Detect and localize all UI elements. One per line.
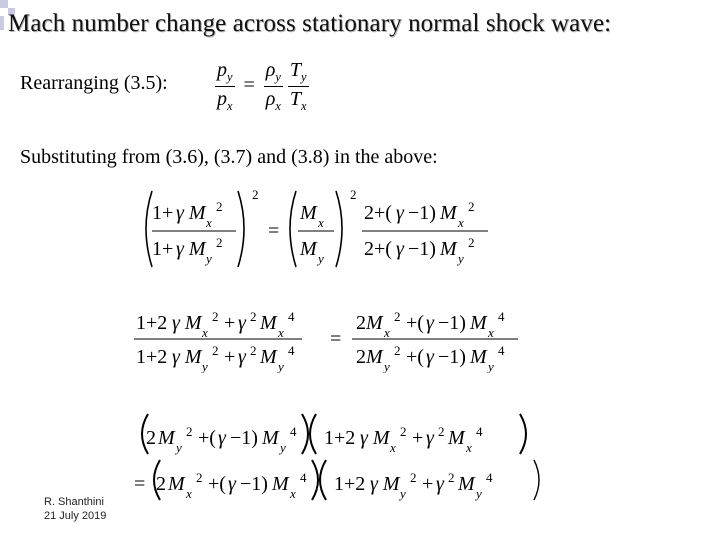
svg-text:2: 2 — [216, 199, 223, 214]
svg-text:M: M — [366, 346, 383, 368]
svg-text:4: 4 — [290, 424, 297, 439]
svg-text:2: 2 — [400, 424, 407, 439]
svg-text:2: 2 — [250, 343, 257, 358]
svg-text:γ M: γ M — [172, 346, 202, 368]
svg-text:+(: +( — [198, 427, 216, 449]
svg-text:2: 2 — [394, 309, 401, 324]
svg-text:2: 2 — [146, 427, 156, 449]
svg-text:M: M — [262, 427, 279, 449]
svg-text:=: = — [330, 328, 342, 350]
svg-text:+(: +( — [406, 312, 424, 334]
svg-text:y: y — [400, 486, 406, 501]
svg-text:2: 2 — [438, 424, 445, 439]
svg-text:M: M — [366, 312, 383, 334]
svg-text:γ M: γ M — [176, 202, 206, 224]
svg-text:−1): −1) — [438, 346, 466, 368]
svg-text:2: 2 — [156, 473, 166, 495]
equation-pressure-ratio: $\frac{p_y}{p_x}$ = $\frac{\rho_y}{\rho_x}$ $\frac{T_y}{T_x}$ — [217, 59, 307, 113]
svg-text:γ: γ — [396, 238, 404, 260]
svg-text:M: M — [448, 427, 465, 449]
svg-text:M: M — [260, 346, 277, 368]
svg-text:2: 2 — [216, 235, 223, 250]
equation-cross-multiplied — [134, 410, 546, 504]
svg-text:+(: +( — [406, 346, 424, 368]
svg-text:2: 2 — [356, 346, 366, 368]
svg-text:+: + — [422, 473, 434, 495]
svg-text:M: M — [300, 202, 317, 224]
svg-text:γ: γ — [218, 427, 226, 449]
slide-date: 21 July 2019 — [44, 510, 107, 522]
svg-text:1+2: 1+2 — [136, 312, 168, 334]
svg-text:−1): −1) — [438, 312, 466, 334]
svg-text:γ: γ — [436, 473, 444, 495]
svg-text:y: y — [458, 251, 464, 266]
svg-text:2: 2 — [186, 424, 193, 439]
svg-text:2: 2 — [196, 470, 203, 485]
svg-text:x: x — [202, 325, 208, 340]
svg-text:2: 2 — [468, 235, 475, 250]
svg-text:y: y — [476, 486, 482, 501]
svg-text:1+2: 1+2 — [334, 473, 366, 495]
svg-text:4: 4 — [476, 424, 483, 439]
svg-text:y: y — [488, 359, 494, 373]
svg-text:4: 4 — [498, 309, 505, 324]
svg-text:γ: γ — [396, 202, 404, 224]
substituting-line: Substituting from (3.6), (3.7) and (3.8) in the above: — [20, 146, 438, 168]
svg-text:γ: γ — [426, 312, 434, 334]
svg-text:4: 4 — [486, 470, 493, 485]
svg-text:y: y — [176, 440, 182, 455]
svg-text:γ: γ — [238, 312, 246, 334]
svg-text:1+2: 1+2 — [324, 427, 356, 449]
svg-text:M: M — [470, 312, 487, 334]
svg-text:x: x — [458, 215, 464, 230]
svg-text:−1): −1) — [408, 202, 436, 224]
equation-expanded-ratio — [134, 303, 534, 373]
svg-text:y: y — [206, 251, 212, 266]
svg-text:M: M — [470, 346, 487, 368]
svg-text:1+: 1+ — [152, 238, 174, 260]
svg-text:2: 2 — [212, 309, 219, 324]
svg-text:M: M — [440, 238, 457, 260]
svg-text:−1): −1) — [240, 473, 268, 495]
fraction-py-px: $\frac{p_y}{p_x}$ — [217, 59, 233, 113]
svg-text:x: x — [488, 325, 494, 340]
svg-text:4: 4 — [498, 343, 505, 358]
svg-text:x: x — [290, 486, 296, 501]
svg-text:2: 2 — [410, 470, 417, 485]
svg-text:M: M — [458, 473, 475, 495]
svg-text:2: 2 — [212, 343, 219, 358]
svg-text:γ: γ — [228, 473, 236, 495]
svg-text:2: 2 — [448, 470, 455, 485]
svg-text:x: x — [186, 486, 192, 501]
svg-text:x: x — [466, 440, 472, 455]
svg-text:=: = — [268, 220, 280, 242]
svg-text:2+(: 2+( — [364, 238, 392, 260]
svg-text:=: = — [134, 473, 146, 495]
slide-footer — [44, 495, 106, 523]
svg-text:x: x — [206, 215, 212, 230]
svg-text:γ: γ — [426, 427, 434, 449]
svg-text:2+(: 2+( — [364, 202, 392, 224]
svg-text:x: x — [390, 440, 396, 455]
fraction-ty-tx: $\frac{T_y}{T_x}$ — [289, 59, 307, 113]
svg-text:4: 4 — [288, 343, 295, 358]
svg-text:+: + — [412, 427, 424, 449]
svg-text:x: x — [318, 215, 324, 230]
svg-text:−1): −1) — [408, 238, 436, 260]
svg-text:y: y — [280, 440, 286, 455]
svg-text:M: M — [158, 427, 175, 449]
svg-text:M: M — [272, 473, 289, 495]
svg-text:γ M: γ M — [370, 473, 400, 495]
svg-text:γ M: γ M — [176, 238, 206, 260]
rearranging-line — [20, 72, 168, 95]
svg-text:+: + — [224, 346, 236, 368]
svg-text:γ M: γ M — [172, 312, 202, 334]
fraction-rhoy-rhox: $\frac{\rho_y}{\rho_x}$ — [265, 59, 281, 113]
svg-text:y: y — [384, 359, 390, 373]
author-name: R. Shanthini — [44, 496, 104, 508]
svg-text:−1): −1) — [230, 427, 258, 449]
svg-text:2: 2 — [250, 309, 257, 324]
equation-mach-squared-ratio — [138, 183, 508, 273]
svg-text:4: 4 — [300, 470, 307, 485]
svg-text:γ: γ — [238, 346, 246, 368]
svg-text:y: y — [278, 359, 284, 373]
svg-text:γ M: γ M — [360, 427, 390, 449]
svg-text:x: x — [384, 325, 390, 340]
svg-text:1+2: 1+2 — [136, 346, 168, 368]
svg-text:2: 2 — [356, 312, 366, 334]
slide-title: Mach number change across stationary normal shock wave: — [8, 10, 612, 37]
svg-text:y: y — [202, 359, 208, 373]
svg-text:1+: 1+ — [152, 202, 174, 224]
svg-text:2: 2 — [252, 187, 259, 202]
rearranging-label: Rearranging (3.5): — [20, 72, 168, 94]
svg-text:M: M — [440, 202, 457, 224]
svg-text:y: y — [318, 251, 324, 266]
svg-text:x: x — [278, 325, 284, 340]
svg-text:4: 4 — [288, 309, 295, 324]
svg-text:M: M — [260, 312, 277, 334]
svg-text:M: M — [300, 238, 317, 260]
svg-text:+(: +( — [208, 473, 226, 495]
svg-text:γ: γ — [426, 346, 434, 368]
svg-text:2: 2 — [350, 187, 357, 202]
svg-text:M: M — [168, 473, 185, 495]
svg-text:2: 2 — [468, 199, 475, 214]
svg-text:2: 2 — [394, 343, 401, 358]
svg-text:+: + — [224, 312, 236, 334]
